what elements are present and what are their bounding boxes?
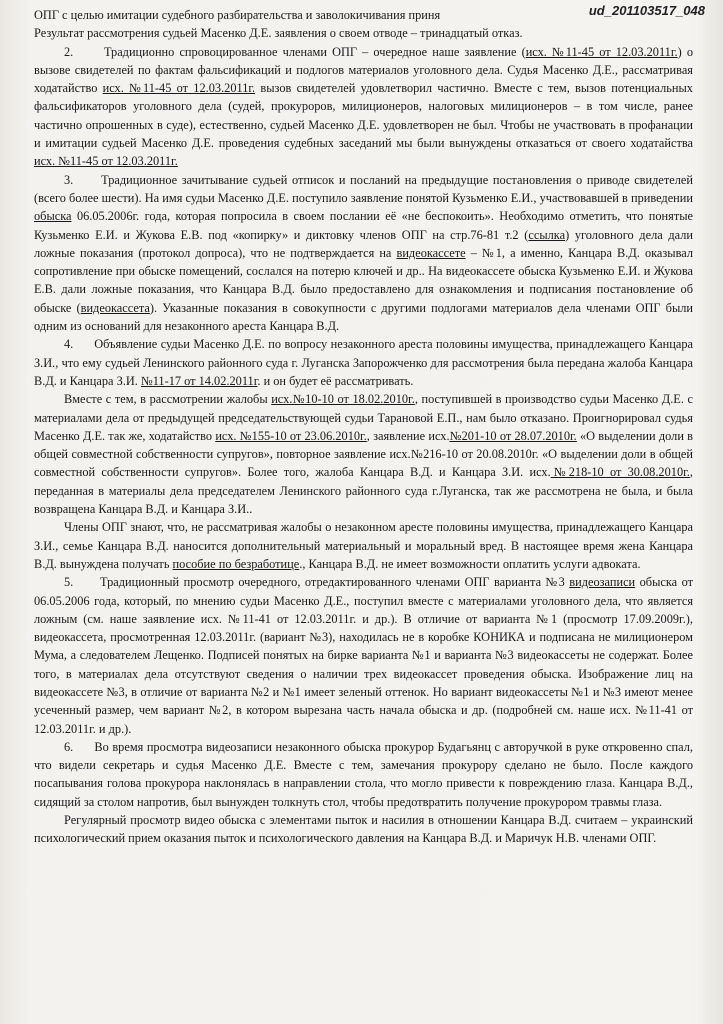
reference-link[interactable]: видеозаписи [569,575,636,590]
reference-link[interactable]: видеокассета [80,300,150,315]
text-run: ) о вызове свидетелей по фактам фальсификаций и подлогов материалов уголовного дела. Судья Масенко Д.Е., рассматривая ходатайство [34,44,694,96]
text-run: Объявление судьи Масенко Д.Е. по вопросу незаконного ареста половины имущества, принадлежащего Канцара З.И., что ему судьей Ленинского районного суда г. Луганска Запорожченко для рассмотрения была передана жалоба Канцара В.Д. и Канцара З.И. [34,337,693,388]
reference-link[interactable]: №201-10 от 28.07.2010г. [449,428,577,443]
reference-link[interactable]: исх. №11-45 от 12.03.2011г. [102,81,256,96]
text-line: ОПГ с целью имитации судебного разбирательства и заволокичивания приня [34,8,441,22]
text-run: – №1, а именно, Канцара В.Д. оказывал сопротивление при обыске помещений, сослался на потерю ключей и др.. На видеокассете обыска Кузьменко Е.И. и Жукова Е.В. дали ложные показания, что Канцара В.Д. было предоставлено для ознакомления и подписания постановление об обыске ( [34,245,693,315]
paragraph-2 [34,43,693,171]
text-run: Вместе с тем, в рассмотрении жалобы [64,392,272,407]
reference-link[interactable]: №11-17 от 14.02.2011г [140,373,258,388]
text-run: , заявление исх. [366,428,450,443]
document-stamp: ud_201103517_048 [588,3,705,18]
reference-link[interactable]: видеокассете [396,245,466,260]
paragraph-6 [34,738,693,811]
document-body [34,6,693,848]
paragraph-5 [34,573,693,738]
text-line: Результат рассмотрения судьей Масенко Д.Е. заявления о своем отводе – тринадцатый отказ. [34,26,523,41]
text-run: Во время просмотра видеозаписи незаконного обыска прокурор Будагьянц с авторучкой в руке откровенно спал, что видели секретарь и судья Масенко Д.Е. Вместе с тем, замечания прокурору сделано не было. После каждого посапывания голова прокурора наклонялась в направлении стола, что могло привести к повреждению глаза. Канцара В.Д., сидящий за столом напротив, был вынужден толкнуть стол, чтобы предотвратить получение прокурором травмы глаза. [34,739,693,809]
reference-link[interactable]: исх.№10-10 от 18.02.2010г. [271,392,415,407]
text-run: . и он будет её рассматривать. [257,373,414,388]
paragraph-4 [34,335,693,390]
paragraph-number: 3. [64,172,74,187]
paragraph-3 [34,171,693,336]
text-run: Традиционное зачитывание судьей отписок и посланий на предыдущие постановления о приводе свидетелей (всего более шести). На имя судьи Масенко Д.Е. поступило заявление понятой Кузьменко Е.И., участвовавшей в приведении [34,172,693,205]
text-run: 06.05.2006г. года, которая попросила в своем послании её «не беспокоить». Необходимо отметить, что понятые Кузьменко Е.И. и Жукова Е.В. под «копирку» и диктовку членов ОПГ на стр.76-81 т.2 ( [34,209,693,242]
paragraph-4b [34,390,693,518]
reference-link[interactable]: ссылка [528,227,566,242]
text-run: Традиционно спровоцированное членами ОПГ – очередное наше заявление ( [103,44,526,59]
reference-link[interactable]: №218-10 от 30.08.2010г. [550,465,690,480]
reference-link[interactable]: обыска [34,209,72,224]
reference-link[interactable]: исх. №11-45 от 12.03.2011г. [34,154,178,169]
reference-link[interactable]: пособие по безработице [172,556,300,571]
text-run: Члены ОПГ знают, что, не рассматривая жалобы о незаконном аресте половины имущества, принадлежащего Канцара З.И., семье Канцара В.Д. наносится дополнительный материальный и моральный вред. В настоящее время жена Канцара В.Д. вынуждена получать [34,520,693,571]
text-run: ). Указанные показания в совокупности с другими подлогами материалов дела членами ОПГ были одним из оснований для незаконного ареста Канцара В.Д. [34,300,693,334]
paragraph-number: 6. [64,739,74,754]
text-run: , переданная в материалы дела председателем Ленинского районного суда г.Луганска, так же рассмотрена не была, и была возвращена Канцара В.Д. и Канцара З.И.. [34,465,693,517]
paragraph-number: 4. [64,337,74,352]
paragraph-number: 2. [64,44,74,59]
reference-link[interactable]: исх. №155-10 от 23.06.2010г. [215,428,367,443]
text-run: вызов свидетелей удовлетворил частично. Вместе с тем, вызов потенциальных фальсификаторов уголовного дела (судей, прокуроров, милиционеров, налоговых милиционеров – в том числе, ранее частично опрошенных в суде), естественно, судьей Масенко Д.Е. удовлетворен не был. Чтобы не участвовать в профанации и имитации судьей Масенко Д.Е. проведения судебных заседаний мы были вынуждены отказаться от своего ходатайства [34,81,693,151]
text-run: ) уголовного дела дали ложные показания (протокол допроса), что не подтверждается на [34,227,693,260]
text-run: обыска от 06.05.2006 года, который, по мнению судьи Масенко Д.Е., поступил вместе с материалами уголовного дела, что является ложным (см. наше заявление исх. №11-41 от 12.03.2011г. и др.). В отличие от варианта №1 (просмотр 17.09.2009г.), видеокассета, просмотренная 12.03.2011г. (вариант №3), находилась не в коробке КОНИКА и подписана не милиционером Мума, а следователем Лещенко. Подписей понятых на бирке варианта №1 и варианта №3 видеокассеты не содержат. Более того, в материалах дела отсутствуют сведения о наличии трех видеокассет проведения обыска. Изображение лиц на видеокассете №3, в отличие от варианта №2 и №1 имеет зеленый оттенок. Но вариант видеокассеты №1 и №3 имеют менее усеченный размер, чем вариант №2, в котором вырезана часть начала обыска и др. (подробней см. наше исх. №11-41 от 12.03.2011г. и др.). [34,575,693,736]
paragraph-number: 5. [64,575,74,590]
paragraph-7 [34,811,693,848]
text-run: Традиционный просмотр очередного, отредактированного членами ОПГ варианта №3 [100,575,570,590]
text-run: «О выделении доли в общей совместной собственности супругов», повторное заявление исх.№216-10 от 20.08.2010г. «О выделении доли в общей совместной собственности супругов». Более того, жалоба Канцара В.Д. и Канцара З.И. исх. [34,428,693,480]
text-run: , поступившей в производство судьи Масенко Д.Е. с материалами дела от предыдущей председательствующей судьи Тарановой Е.П., нам было отказано. Проигнорировал судья Масенко Д.Е. так же, ходатайство [34,392,693,443]
text-run: ., Канцара В.Д. не имеет возможности оплатить услуги адвоката. [299,556,641,571]
paragraph-4c [34,518,693,573]
reference-link[interactable]: исх. №11-45 от 12.03.2011г. [525,44,678,59]
text-run: Регулярный просмотр видео обыска с элементами пыток и насилия в отношении Канцара В.Д. считаем – украинский психологический прием оказания пыток и психологического давления на Канцара В.Д. и Маричук Н.В. членами ОПГ. [34,813,693,846]
